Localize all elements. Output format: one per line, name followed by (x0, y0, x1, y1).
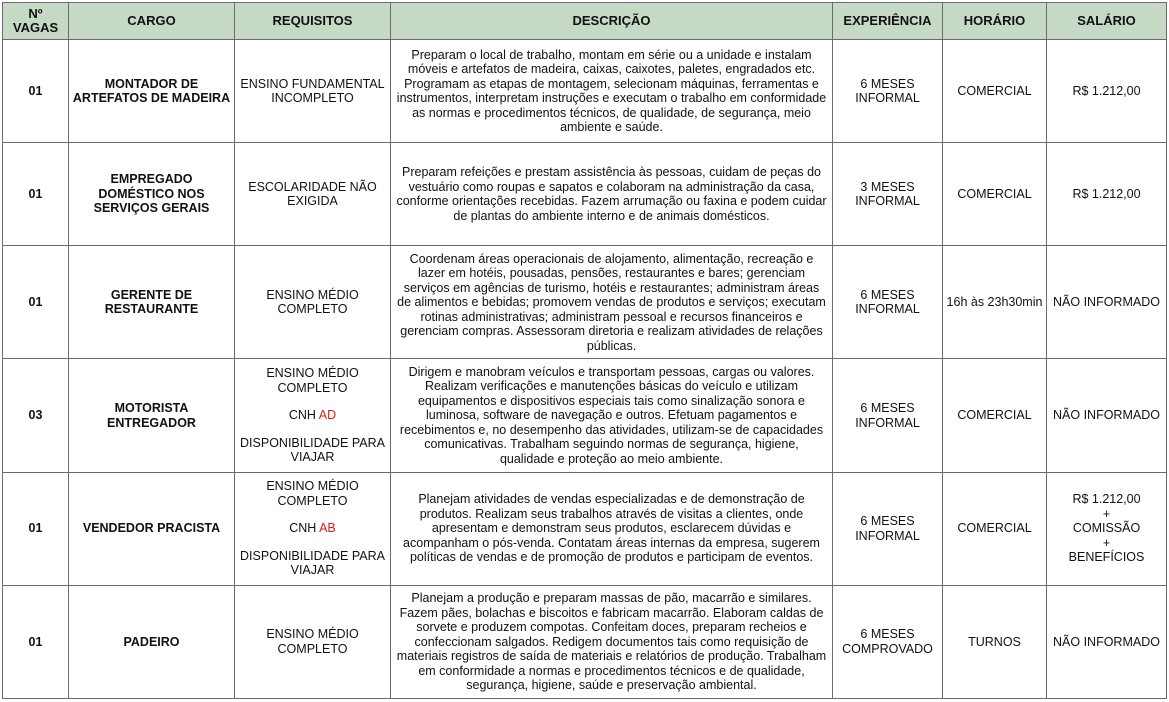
header-experiencia: EXPERIÊNCIA (833, 3, 943, 40)
experiencia-cell: 6 MESES INFORMAL (833, 40, 943, 143)
header-vagas-line1: Nº (28, 5, 43, 21)
requisito-spacer (238, 423, 387, 436)
salario-line: R$ 1.212,00 (1072, 83, 1141, 98)
table-row (3, 143, 1167, 246)
requisito-line: ENSINO MÉDIO COMPLETO (266, 627, 359, 656)
experiencia-cell: 6 MESES INFORMAL (833, 359, 943, 472)
vagas-cell: 01 (3, 40, 69, 143)
cnh-code: AB (319, 521, 336, 536)
salario-line: NÃO INFORMADO (1053, 634, 1160, 649)
descricao-cell: Dirigem e manobram veículos e transportam pessoas, cargas ou valores. Realizam verificações e manutenções básicas do veículo e utilizam equipamentos e dispositivos especiais tais como sinalização sonora e luminosa, software de navegação e outros. Efetuam pagamentos e recebimentos e, no desempenho das atividades, utilizam-se de capacidades comunicativas. Trabalham seguindo normas de segurança, higiene, qualidade e proteção ao meio ambiente. (391, 359, 833, 472)
experiencia-cell: 6 MESES INFORMAL (833, 246, 943, 359)
requisitos-cell (235, 40, 391, 143)
horario-cell: COMERCIAL (943, 472, 1047, 585)
descricao-cell: Planejam atividades de vendas especializadas e de demonstração de produtos. Realizam seus trabalhos através de visitas a clientes, onde apresentam e demonstram seus produtos, esclarecem dúvidas e acompanham o pós-venda. Contatam áreas internas da empresa, sugerem políticas de vendas e de promoção de produtos e participam de eventos. (391, 472, 833, 585)
requisito-spacer (238, 508, 387, 521)
requisitos-cell (235, 472, 391, 585)
salario-line: NÃO INFORMADO (1053, 408, 1160, 423)
salario-line: COMISSÃO (1072, 521, 1141, 536)
salario-line: NÃO INFORMADO (1053, 295, 1160, 310)
cargo-cell: EMPREGADO DOMÉSTICO NOS SERVIÇOS GERAIS (69, 143, 235, 246)
experiencia-cell: 6 MESES INFORMAL (833, 472, 943, 585)
experiencia-cell: 6 MESES COMPROVADO (833, 585, 943, 698)
requisitos-cell (235, 585, 391, 698)
vagas-cell: 01 (3, 585, 69, 698)
requisito-line: ESCOLARIDADE NÃO EXIGIDA (248, 179, 377, 209)
requisito-spacer (238, 536, 387, 549)
descricao-cell: Planejam a produção e preparam massas de pão, macarrão e similares. Fazem pães, bolachas e biscoitos e fabricam macarrão. Elaboram caldas de sorvete e produzem compotas. Confeitam doces, preparam recheios e confeccionam salgados. Redigem documentos tais como requisição de materiais registros de saída de materiais e relatórios de produção. Trabalham em conformidade a normas e procedimentos técnicos e de qualidade, segurança, higiene, saúde e preservação ambiental. (391, 585, 833, 698)
descricao-cell: Preparam o local de trabalho, montam em série ou a unidade e instalam móveis e artefatos de madeira, caixas, caixotes, paletes, engradados etc. Programam as etapas de montagem, selecionam máquinas, ferramentas e instrumentos, interpretam instruções e executam o trabalho em conformidade as normas e procedimentos técnicos, de qualidade, de segurança, meio ambiente e saúde. (391, 40, 833, 143)
job-vacancies-table (2, 2, 1167, 699)
horario-cell: COMERCIAL (943, 40, 1047, 143)
experiencia-cell: 3 MESES INFORMAL (833, 143, 943, 246)
salario-line: BENEFÍCIOS (1068, 550, 1145, 565)
cargo-cell: MOTORISTA ENTREGADOR (69, 359, 235, 472)
cnh-label: CNH (289, 521, 317, 536)
salario-cell (1047, 359, 1167, 472)
requisito-line: ENSINO MÉDIO COMPLETO (266, 366, 359, 395)
header-salario: SALÁRIO (1047, 3, 1167, 40)
requisito-line: ENSINO MÉDIO COMPLETO (266, 479, 359, 508)
cnh-label: CNH (288, 408, 316, 423)
salario-cell (1047, 472, 1167, 585)
vagas-cell: 01 (3, 472, 69, 585)
requisitos-cell (235, 143, 391, 246)
cnh-requirement (238, 408, 387, 423)
cnh-code: AD (318, 408, 337, 423)
table-row (3, 359, 1167, 472)
header-vagas (3, 3, 69, 40)
header-horario: HORÁRIO (943, 3, 1047, 40)
salario-line: + (1102, 506, 1111, 521)
vagas-cell: 01 (3, 143, 69, 246)
header-descricao: DESCRIÇÃO (391, 3, 833, 40)
salario-cell (1047, 40, 1167, 143)
requisito-line: ENSINO FUNDAMENTAL INCOMPLETO (240, 76, 385, 106)
salario-line: R$ 1.212,00 (1072, 492, 1141, 507)
table-row (3, 585, 1167, 698)
requisito-line: DISPONIBILIDADE PARA VIAJAR (240, 548, 385, 578)
header-vagas-line2: VAGAS (12, 20, 59, 35)
cargo-cell: VENDEDOR PRACISTA (69, 472, 235, 585)
table-row (3, 246, 1167, 359)
salario-line: R$ 1.212,00 (1072, 186, 1141, 201)
requisito-line: DISPONIBILIDADE PARA VIAJAR (240, 435, 385, 465)
vagas-cell: 03 (3, 359, 69, 472)
cargo-cell: GERENTE DE RESTAURANTE (69, 246, 235, 359)
table-row (3, 472, 1167, 585)
horario-cell: TURNOS (943, 585, 1047, 698)
horario-cell: COMERCIAL (943, 359, 1047, 472)
requisitos-cell (235, 246, 391, 359)
table-row (3, 40, 1167, 143)
horario-cell: COMERCIAL (943, 143, 1047, 246)
requisito-spacer (238, 395, 387, 408)
descricao-cell: Preparam refeições e prestam assistência às pessoas, cuidam de peças do vestuário como roupas e sapatos e colaboram na administração da casa, conforme orientações recebidas. Fazem arrumação ou faxina e podem cuidar de plantas do ambiente interno e de animais domésticos. (391, 143, 833, 246)
vagas-cell: 01 (3, 246, 69, 359)
requisito-line: ENSINO MÉDIO COMPLETO (266, 287, 359, 317)
salario-cell (1047, 585, 1167, 698)
cargo-cell: MONTADOR DE ARTEFATOS DE MADEIRA (69, 40, 235, 143)
requisitos-cell (235, 359, 391, 472)
salario-cell (1047, 246, 1167, 359)
header-row (3, 3, 1167, 40)
cnh-requirement (238, 521, 387, 536)
salario-cell (1047, 143, 1167, 246)
descricao-cell: Coordenam áreas operacionais de alojamento, alimentação, recreação e lazer em hotéis, pousadas, pensões, restaurantes e bares; gerenciam serviços em agências de turismo, hotéis e restaurantes; administram áreas de alimentos e bebidas; promovem vendas de produtos e serviços; executam rotinas administrativas; administram pessoal e recursos financeiros e gerenciam compras. Assessoram diretoria e realizam atividades de relações públicas. (391, 246, 833, 359)
header-requisitos: REQUISITOS (235, 3, 391, 40)
salario-line: + (1102, 535, 1111, 550)
header-cargo: CARGO (69, 3, 235, 40)
cargo-cell: PADEIRO (69, 585, 235, 698)
horario-cell: 16h às 23h30min (943, 246, 1047, 359)
